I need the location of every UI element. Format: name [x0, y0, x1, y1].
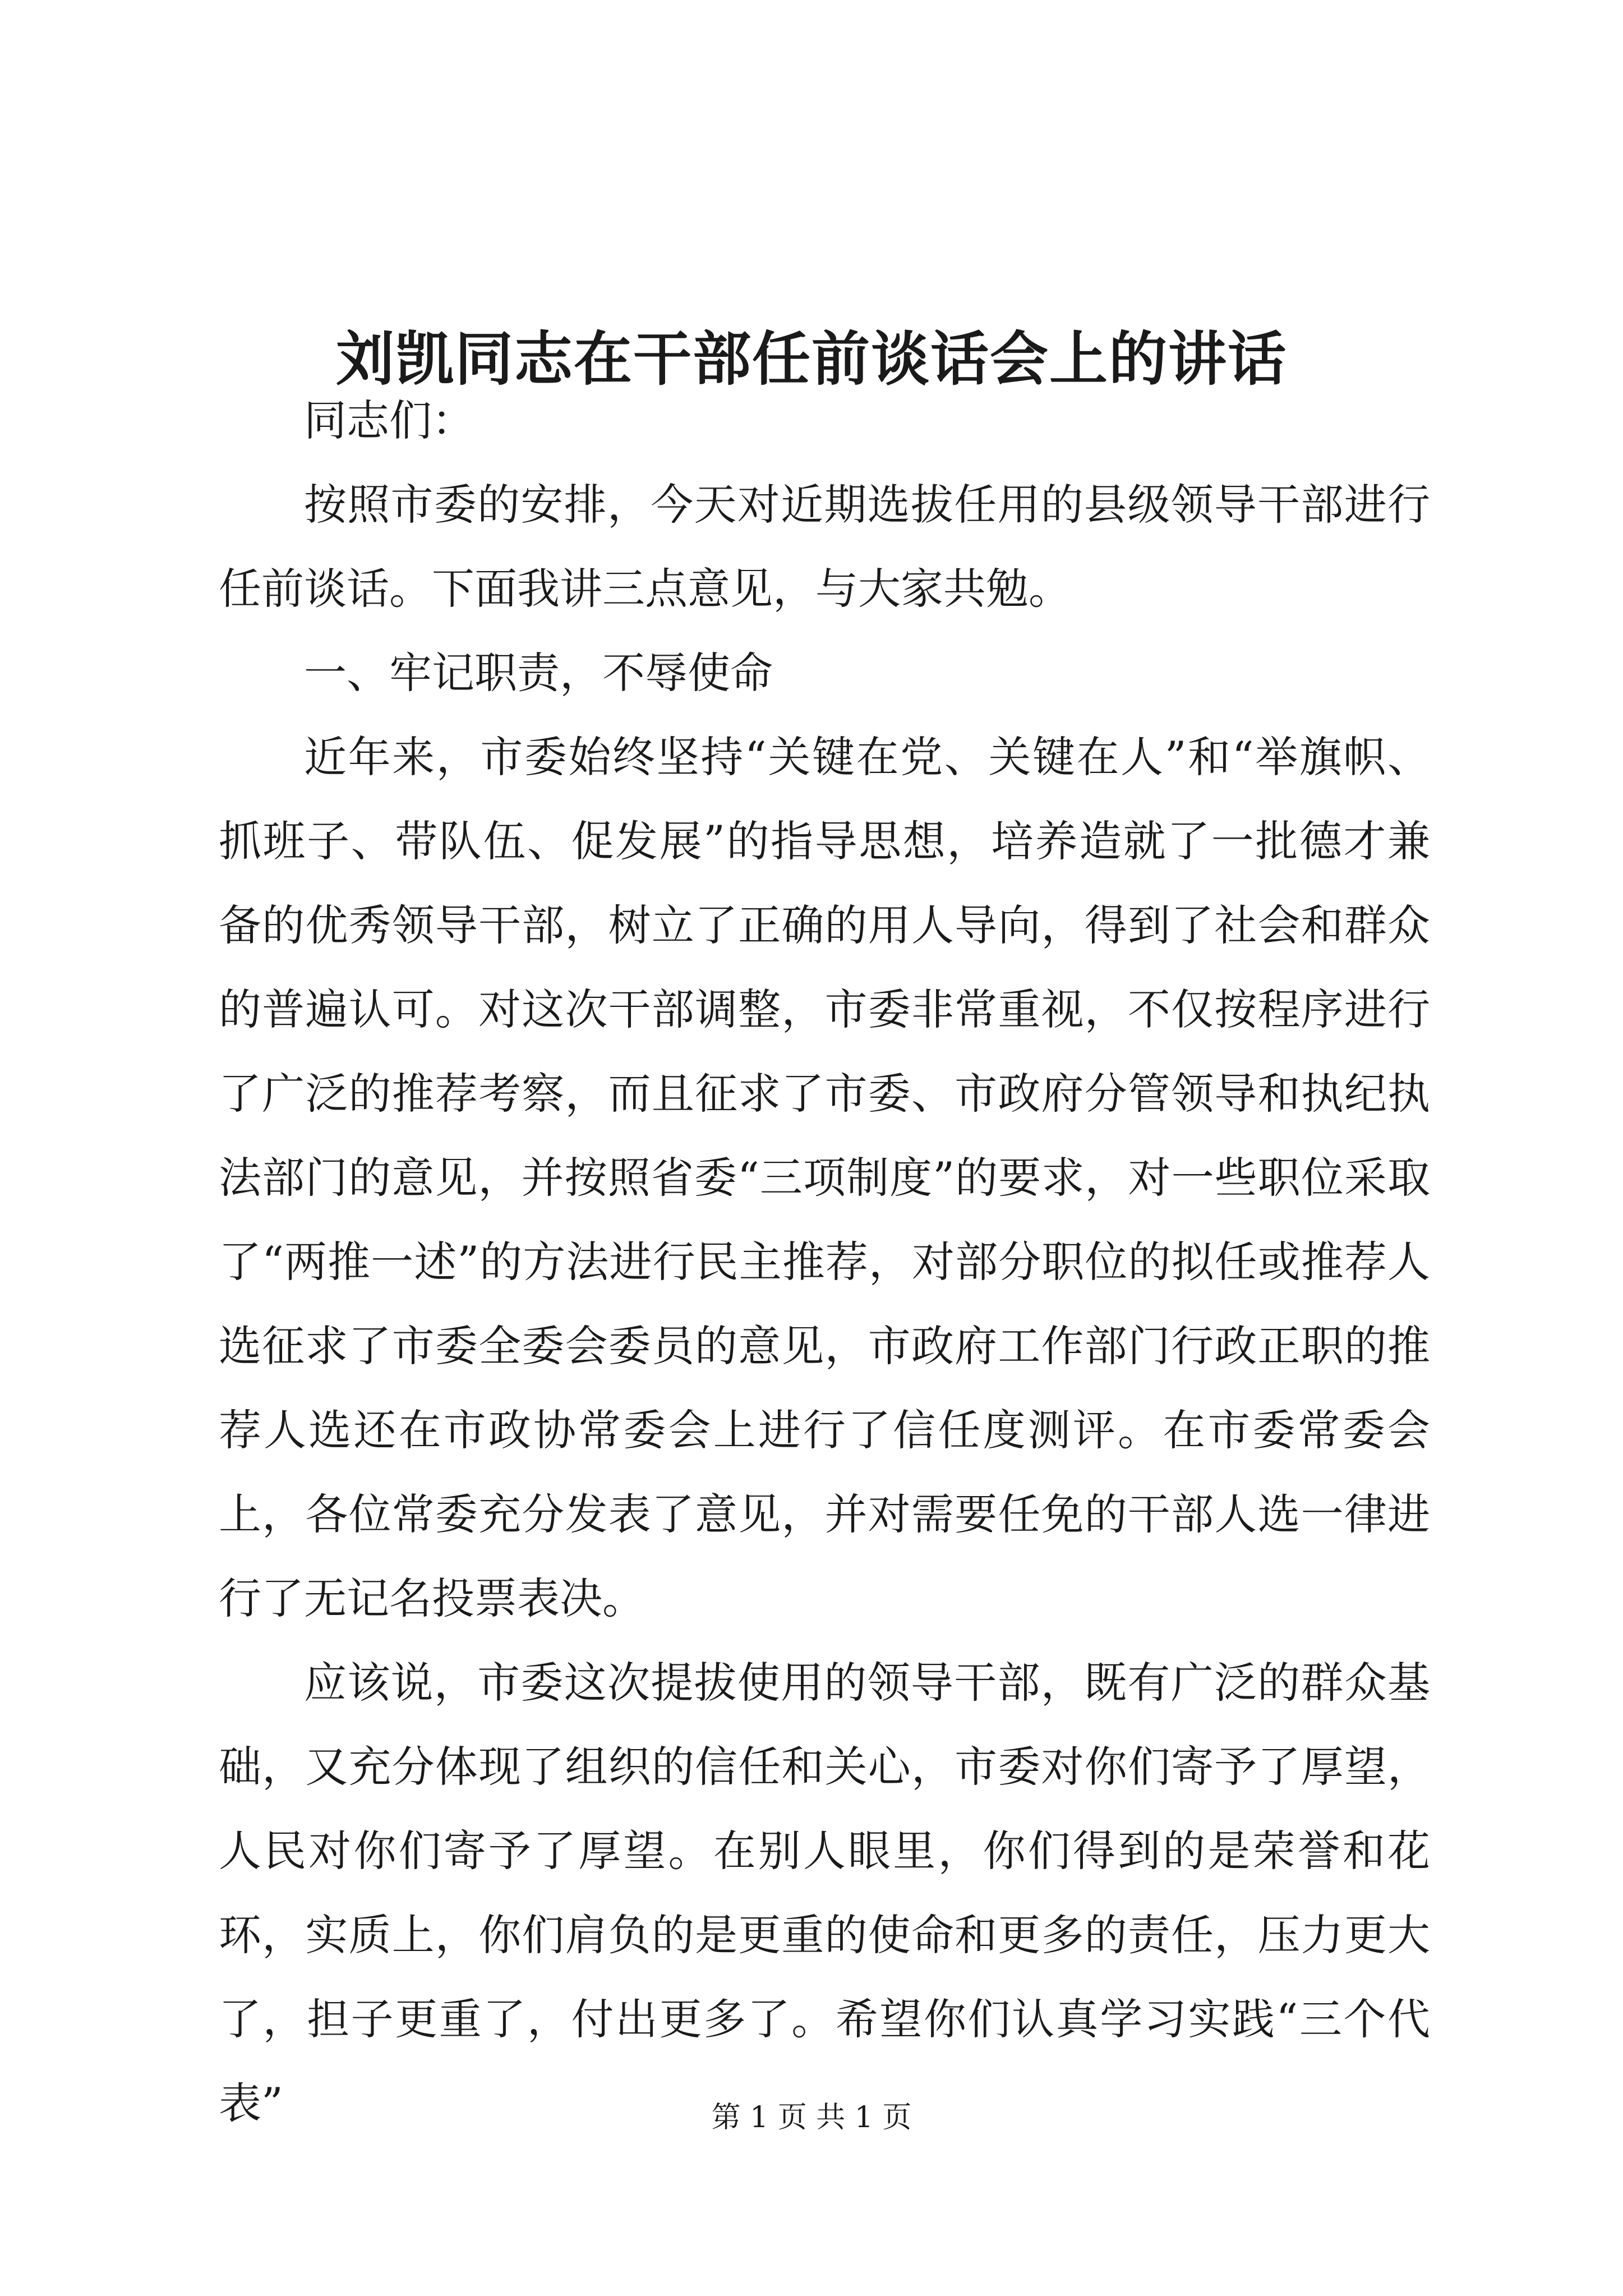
document-title: 刘凯同志在干部任前谈话会上的讲话 — [335, 324, 1287, 393]
page-footer: 第 1 页 共 1 页 — [711, 2101, 912, 2134]
section-heading: 一、牢记职责，不辱使命 — [304, 648, 773, 698]
intro-paragraph: 按照市委的安排，今天对近期选拔任用的县级领导干部进行任前谈话。下面我讲三点意见，与大家共勉。 — [219, 480, 1430, 614]
document-body — [219, 379, 1430, 2146]
body-paragraph: 近年来，市委始终坚持“关键在党、关键在人”和“举旗帜、抓班子、带队伍、促发展”的指导思想，培养造就了一批德才兼备的优秀领导干部，树立了正确的用人导向，得到了社会和群众的普遍认可。对这次干部调整，市委非常重视，不仅按程序进行了广泛的推荐考察，而且征求了市委、市政府分管领导和执纪执法部门的意见，并按照省委“三项制度”的要求，对一些职位采取了“两推一述”的方法进行民主推荐，对部分职位的拟任或推荐人选征求了市委全委会委员的意见，市政府工作部门行政正职的推荐人选还在市政协常委会上进行了信任度测评。在市委常委会上，各位常委充分发表了意见，并对需要任免的干部人选一律进行了无记名投票表决。 — [219, 732, 1430, 1623]
body-paragraph: 应该说，市委这次提拔使用的领导干部，既有广泛的群众基础，又充分体现了组织的信任和关心，市委对你们寄予了厚望，人民对你们寄予了厚望。在别人眼里，你们得到的是荣誉和花环，实质上，你们肩负的是更重的使命和更多的责任，压力更大了，担子更重了，付出更多了。希望你们认真学习实践“三个代表” — [219, 1658, 1430, 2128]
salutation-paragraph: 同志们： — [304, 395, 474, 445]
